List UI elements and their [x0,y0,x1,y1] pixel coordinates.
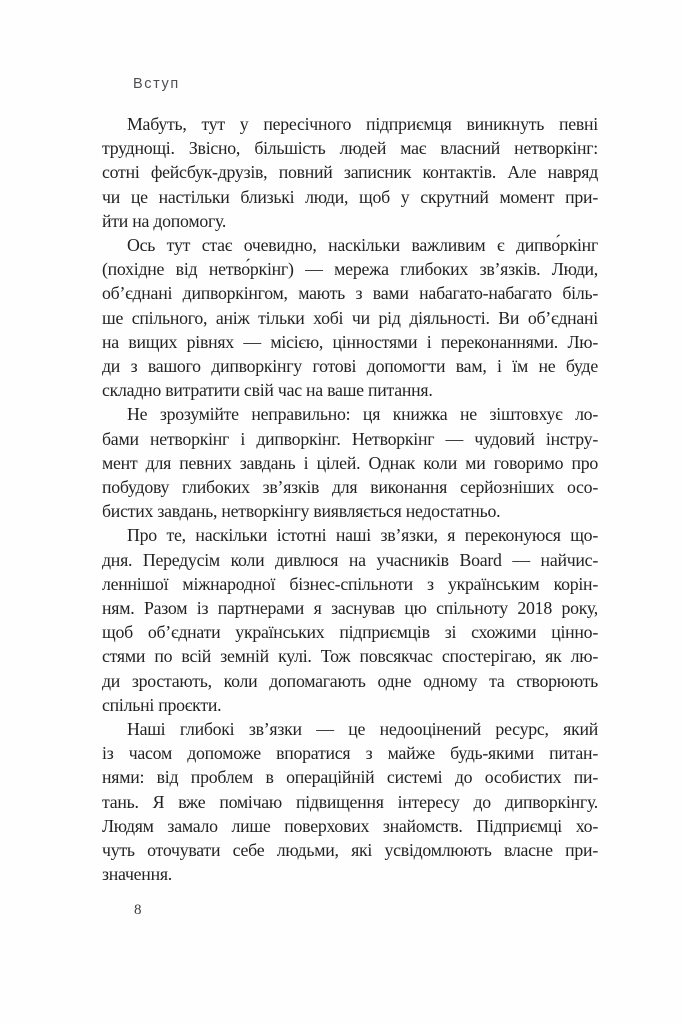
text-line: стями по всій земній кулі. Тож повсякчас спостерігаю, як лю- [102,646,598,667]
text-line: ди зростають, коли допомагають одне одному та створюють [102,670,598,691]
text-line: нями: від проблем в операційній системі до особистих пи- [102,767,598,788]
text-line: бистих завдань, нетворкінгу виявляється недостатньо. [102,501,501,522]
text-line: тань. Я вже помічаю підвищення інтересу до дипворкінгу. [102,791,598,812]
text-line: ди з вашого дипворкінгу готові допомогти вам, і їм не буде [102,356,598,377]
text-line: на вищих рівнях — місією, цінностями і переконаннями. Лю- [102,331,598,352]
text-line: труднощі. Звісно, більшість людей має власний нетворкінг: [102,138,598,159]
text-line: складно витратити свій час на ваше питання. [102,380,433,401]
text-line: мент для певних завдань і цілей. Однак коли ми говоримо про [102,452,598,473]
text-line: щоб об’єднати українських підприємців зі схожими цінно- [102,622,598,643]
text-line: (похідне від нетво́ркінг) — мережа глибоких зв’язків. Люди, [102,259,598,280]
text-line: спільні проєкти. [102,694,222,715]
text-line: Не зрозумійте неправильно: ця книжка не зіштовхує ло- [127,404,598,425]
text-line: побудову глибоких зв’язків для виконання серйозніших осо- [102,477,598,498]
text-line: леннішої міжнародної бізнес-спільноти з українським корін- [102,573,598,594]
running-header: Вступ [133,76,180,92]
text-line: йти на допомогу. [102,210,227,231]
text-line: сотні фейсбук-друзів, повний записник контактів. Але навряд [102,162,598,183]
body-text [102,112,598,887]
text-line: дня. Передусім коли дивлюся на учасників Board — найчис- [102,549,598,570]
text-line: ше спільного, аніж тільки хобі чи рід діяльності. Ви об’єднані [102,307,598,328]
text-line: ням. Разом із партнерами я заснував цю спільноту 2018 року, [102,598,598,619]
text-line: із часом допоможе впоратися з майже будь-якими питан- [102,743,598,764]
page-number: 8 [134,902,142,918]
text-line: Наші глибокі зв’язки — це недооцінений ресурс, який [127,719,598,740]
text-line: чи це настільки близькі люди, щоб у скрутний момент при- [102,186,598,207]
text-line: Ось тут стає очевидно, наскільки важливим є дипво́ркінг [127,235,598,256]
text-line: чуть оточувати себе людьми, які усвідомлюють власне при- [102,840,598,861]
text-line: Людям замало лише поверхових знайомств. Підприємці хо- [102,815,598,836]
text-line: об’єднані дипворкінгом, мають з вами набагато-набагато біль- [102,283,598,304]
text-line: значення. [102,864,172,885]
text-line: Мабуть, тут у пересічного підприємця виникнуть певні [127,114,598,134]
text-line: Про те, наскільки істотні наші зв’язки, я переконуюся що- [127,525,598,546]
text-line: бами нетворкінг і дипворкінг. Нетворкінг — чудовий інстру- [102,428,598,449]
